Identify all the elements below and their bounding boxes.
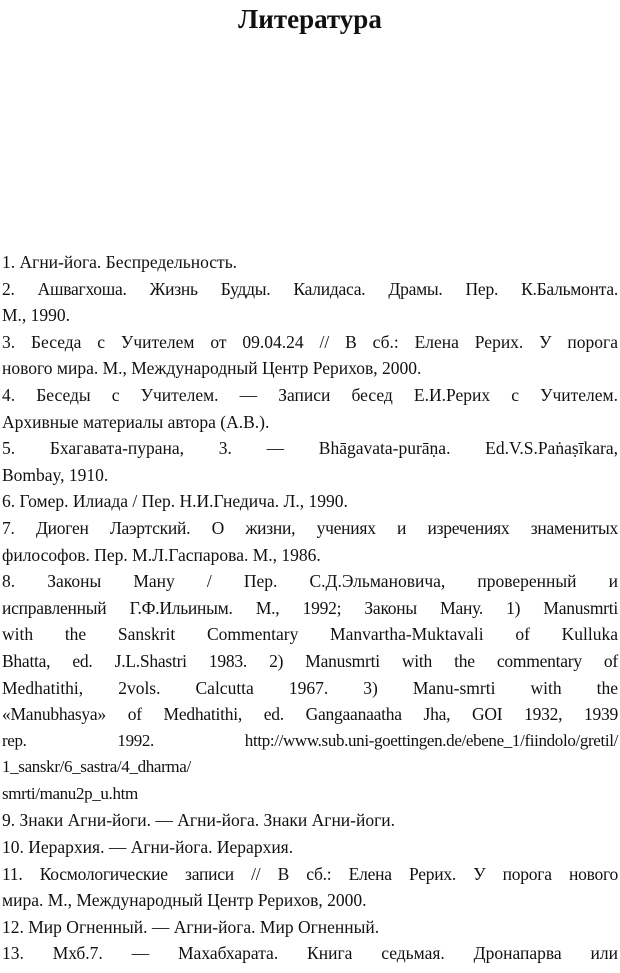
page-title: Литература [238,4,382,34]
reference-line: 9. Знаки Агни-йоги. — Агни-йога. Знаки Агни-йоги. [2,810,396,831]
reference-line: 13. Мхб.7. — Махабхарата. Книга седьмая. Дронапарва или [2,943,618,964]
reference-url-line: rep. 1992. http://www.sub.uni-goettingen.de/ebene_1/fiindolo/gretil/ [2,730,618,750]
reference-line: Архивные материалы автора (А.В.). [2,411,270,432]
reference-line: М., 1990. [2,305,71,326]
reference-line: философов. Пер. М.Л.Гаспарова. М., 1986. [2,544,321,565]
reference-url-line: 1_sanskr/6_sastra/4_dharma/ [2,757,191,777]
reference-line: 5. Бхагавата-пурана, 3. — Bhāgavata-purāṇa. Ed.V.S.Paṅaṣīkara, [2,438,618,459]
reference-line: исправленный Г.Ф.Ильиным. М., 1992; Законы Ману. 1) Manusmrti [2,597,618,618]
reference-line: 7. Диоген Лаэртский. О жизни, учениях и изречениях знаменитых [2,517,618,538]
reference-line: 11. Космологические записи // В сб.: Елена Рерих. У порога нового [2,863,618,884]
reference-line: 1. Агни-йога. Беспредельность. [2,252,238,272]
reference-line: 3. Беседа с Учителем от 09.04.24 // В сб.: Елена Рерих. У порога [2,331,618,352]
reference-line: 12. Мир Огненный. — Агни-йога. Мир Огненный. [2,916,380,937]
reference-line: нового мира. М., Международный Центр Рерихов, 2000. [2,358,422,379]
reference-url-line: smrti/manu2p_u.htm [2,783,138,803]
reference-line: Bombay, 1910. [2,464,109,485]
reference-line: Medhatithi, 2vols. Calcutta 1967. 3) Manu-smrti with the [2,677,618,698]
reference-line: 6. Гомер. Илиада / Пер. Н.И.Гнедича. Л., 1990. [2,491,348,512]
reference-line: 2. Ашвагхоша. Жизнь Будды. Калидаса. Драмы. Пер. К.Бальмонта. [2,278,618,299]
reference-line: мира. М., Международный Центр Рерихов, 2000. [2,890,367,911]
reference-line: Bhatta, ed. J.L.Shastri 1983. 2) Manusmrti with the commentary of [2,650,618,671]
reference-line: «Manubhasya» of Medhatithi, ed. Gangaanaatha Jha, GOI 1932, 1939 [2,704,618,725]
reference-line: with the Sanskrit Commentary Manvartha-Muktavali of Kulluka [2,624,618,645]
references-list [2,249,618,967]
reference-line: 8. Законы Ману / Пер. С.Д.Эльмановича, проверенный и [2,571,618,592]
reference-line: 10. Иерархия. — Агни-йога. Иерархия. [2,837,294,858]
reference-line: 4. Беседы с Учителем. — Записи бесед Е.И.Рерих с Учителем. [2,384,618,405]
